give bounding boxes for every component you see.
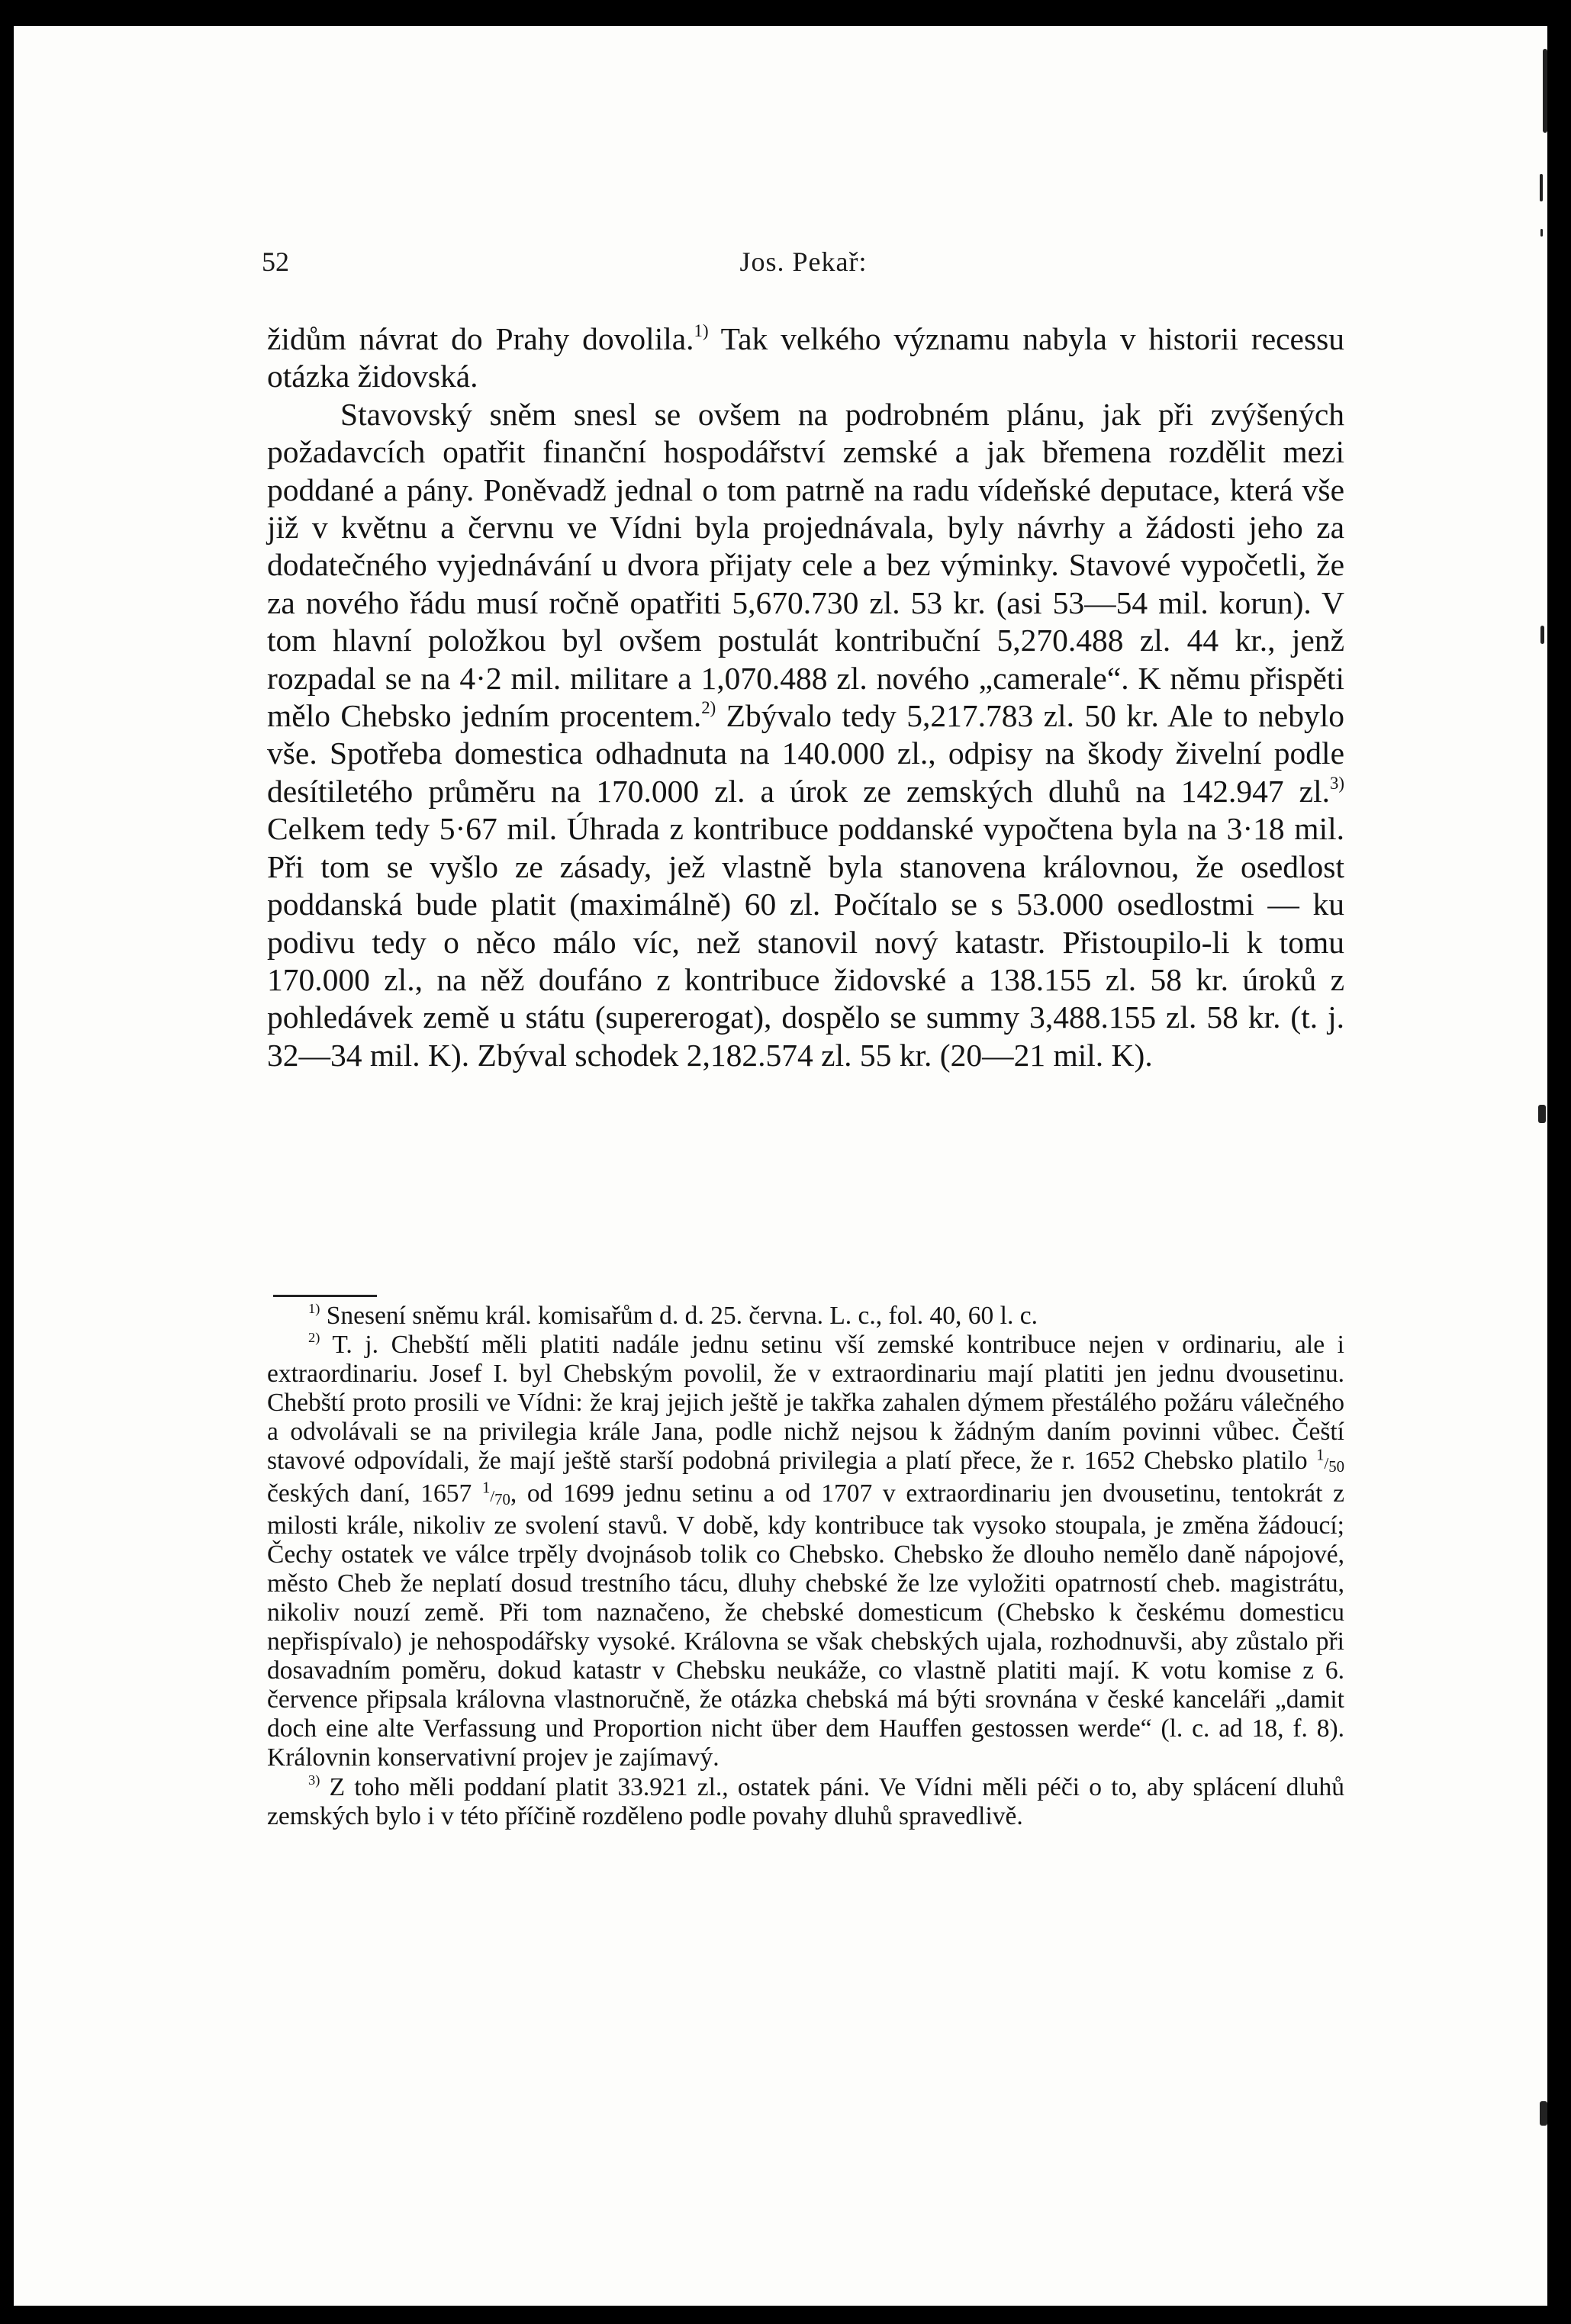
footnote-3-text: Z toho měli poddaní platit 33.921 zl., ostatek páni. Ve Vídni měli péči o to, aby splácení dluhů zemských bylo i v této příčině rozděleno podle povahy dluhů spravedlivě. — [267, 1772, 1344, 1830]
page-number: 52 — [262, 246, 289, 277]
footnote-rule — [273, 1295, 377, 1297]
fraction-2-numerator: 1 — [481, 1479, 491, 1497]
fraction-1-50: $^1/_{50}$ — [1316, 1447, 1344, 1476]
paragraph-2-text-b: Zbývalo tedy 5,217.783 zl. 50 kr. Ale to nebylo vše. Spotřeba domestica odhadnuta na 140.000 zl., odpisy na škody živelní podle desítiletého průměru na 170.000 zl. a úrok ze zemských dluhů na 142.947 zl. — [267, 698, 1344, 809]
paragraph-2-text-c: Celkem tedy 5·67 mil. Úhrada z kontribuce poddanské vypočtena byla na 3·18 mil. Při tom se vyšlo ze zásady, jež vlastně byla stanovena královnou, že osedlost poddanská bude platit (maximálně) 60 zl. Počítalo se s 53.000 osedlostmi — ku podivu tedy o něco málo víc, než stanovil nový katastr. Přistoupilo-li k tomu 170.000 zl., na něž doufáno z kontribuce židovské a 138.155 zl. 58 kr. úroků z pohledávek země u státu (supererogat), dospělo se summy 3,488.155 zl. 58 kr. (t. j. 32—34 mil. K). Zbýval schodek 2,182.574 zl. 55 kr. (20—21 mil. K). — [267, 811, 1344, 1073]
paragraph-2 — [267, 396, 1344, 1074]
footnote-1-text: Snesení sněmu král. komisařům d. d. 25. června. L. c., fol. 40, 60 l. c. — [320, 1302, 1038, 1330]
footnote-2-text-b: českých daní, 1657 — [267, 1479, 482, 1508]
footnote-1-mark: 1) — [308, 1301, 320, 1317]
running-head: Jos. Pekař: — [739, 246, 868, 277]
footnote-2-mark: 2) — [308, 1330, 320, 1346]
paragraph-1 — [267, 320, 1344, 396]
footnote-3 — [267, 1773, 1344, 1831]
fraction-1-denominator: 50 — [1328, 1458, 1344, 1476]
paragraph-1-text: židům návrat do Prahy dovolila. — [267, 321, 694, 356]
margin-mark — [1538, 1105, 1546, 1123]
paragraph-2-text-a: Stavovský sněm snesl se ovšem na podrobném plánu, jak při zvýšených požadavcích opatřit finanční hospodářství zemské a jak břemena rozdělit mezi poddané a pány. Poněvadž jednal o tom patrně na radu vídeňské deputace, která vše již v květnu a červnu ve Vídni byla projednávala, byly návrhy a žádosti jeho za dodatečného vyjednávání u dvora přijaty cele a bez výminky. Stavové vypočetli, že za nového řádu musí ročně opatřiti 5,670.730 zl. 53 kr. (asi 53—54 mil. korun). V tom hlavní položkou byl ovšem postulát kontribuční 5,270.488 zl. 44 kr., jenž rozpadal se na 4·2 mil. militare a 1,070.488 zl. nového „camerale“. K němu přispěti mělo Chebsko jedním procentem. — [267, 396, 1344, 734]
footnote-2-text-c: , od 1699 jednu setinu a od 1707 v extraordinariu jen dvousetinu, tentokrát z milosti krále, nikoliv ze svolení stavů. V době, kdy kontribuce tak vysoko stoupala, je změna žádoucí; Čechy ostatek ve válce trpěly dvojnásob tolik co Chebsko. Chebsko že dlouho nemělo daně nápojové, město Cheb že neplatí dosud trestního tácu, dluhy chebské že lze vyložiti opatrností cheb. magistrátu, nikoliv nouzí země. Při tom naznačeno, že chebské domesticum (Chebsko k českému domesticu nepřispívalo) je nehospodářsky vysoké. Královna se však chebských ujala, rozhodnuvši, aby zůstalo při dosavadním poměru, dokud katastr v Chebsku neukáže, co vlastně platiti mají. K votu komise z 6. července připsala královna vlastnoručně, že otázka chebská má býti srovnána v české kanceláři „damit doch eine alte Verfassung und Proportion nicht über dem Hauffen gestossen werde“ (l. c. ad 18, f. 8). Královnin konservativní projev je zajímavý. — [267, 1479, 1344, 1772]
footnote-ref-2-label: 2 — [701, 697, 710, 717]
footnote-3-mark: 3) — [308, 1772, 320, 1788]
fraction-1-70: $^1/_{70}$ — [481, 1479, 510, 1508]
body-text — [267, 320, 1344, 1074]
footnote-1 — [267, 1302, 1344, 1331]
margin-mark — [1540, 626, 1544, 644]
footnote-2-text-a: T. j. Chebští měli platiti nadále jednu setinu vší zemské kontribuce nejen v ordinariu, ale i extraordinariu. Josef I. byl Chebským povolil, že v extraordinariu mají platiti jen jednu dvousetinu. Chebští proto prosili ve Vídni: že kraj jejich ještě je takřka zahalen dýmem přestálého požáru válečného a odvolávali se na privilegia krále Jana, podle nichž nejsou k žádným daním povinni vůbec. Čeští stavové odpovídali, že mají ještě starší podobná privilegia a platí přece, že r. 1652 Chebsko platilo — [267, 1331, 1344, 1476]
footnote-ref-1-label: 1 — [694, 320, 703, 340]
footnote-ref-3: 3) — [1329, 773, 1344, 793]
footnote-ref-1: 1) — [694, 320, 709, 340]
margin-mark — [1540, 2101, 1547, 2126]
margin-mark — [1543, 49, 1547, 133]
fraction-2-denominator: 70 — [494, 1490, 510, 1508]
fraction-1-numerator: 1 — [1316, 1447, 1325, 1465]
footnote-ref-3-label: 3 — [1329, 773, 1339, 793]
margin-mark — [1540, 174, 1543, 201]
footnote-ref-2: 2) — [701, 697, 716, 717]
paragraph-1-rest: Tak velkého významu nabyla v historii recessu otázka židovská. — [267, 321, 1344, 394]
scanned-page — [14, 26, 1547, 2306]
footnotes — [267, 1302, 1344, 1831]
margin-mark — [1540, 229, 1543, 237]
footnote-2 — [267, 1331, 1344, 1772]
